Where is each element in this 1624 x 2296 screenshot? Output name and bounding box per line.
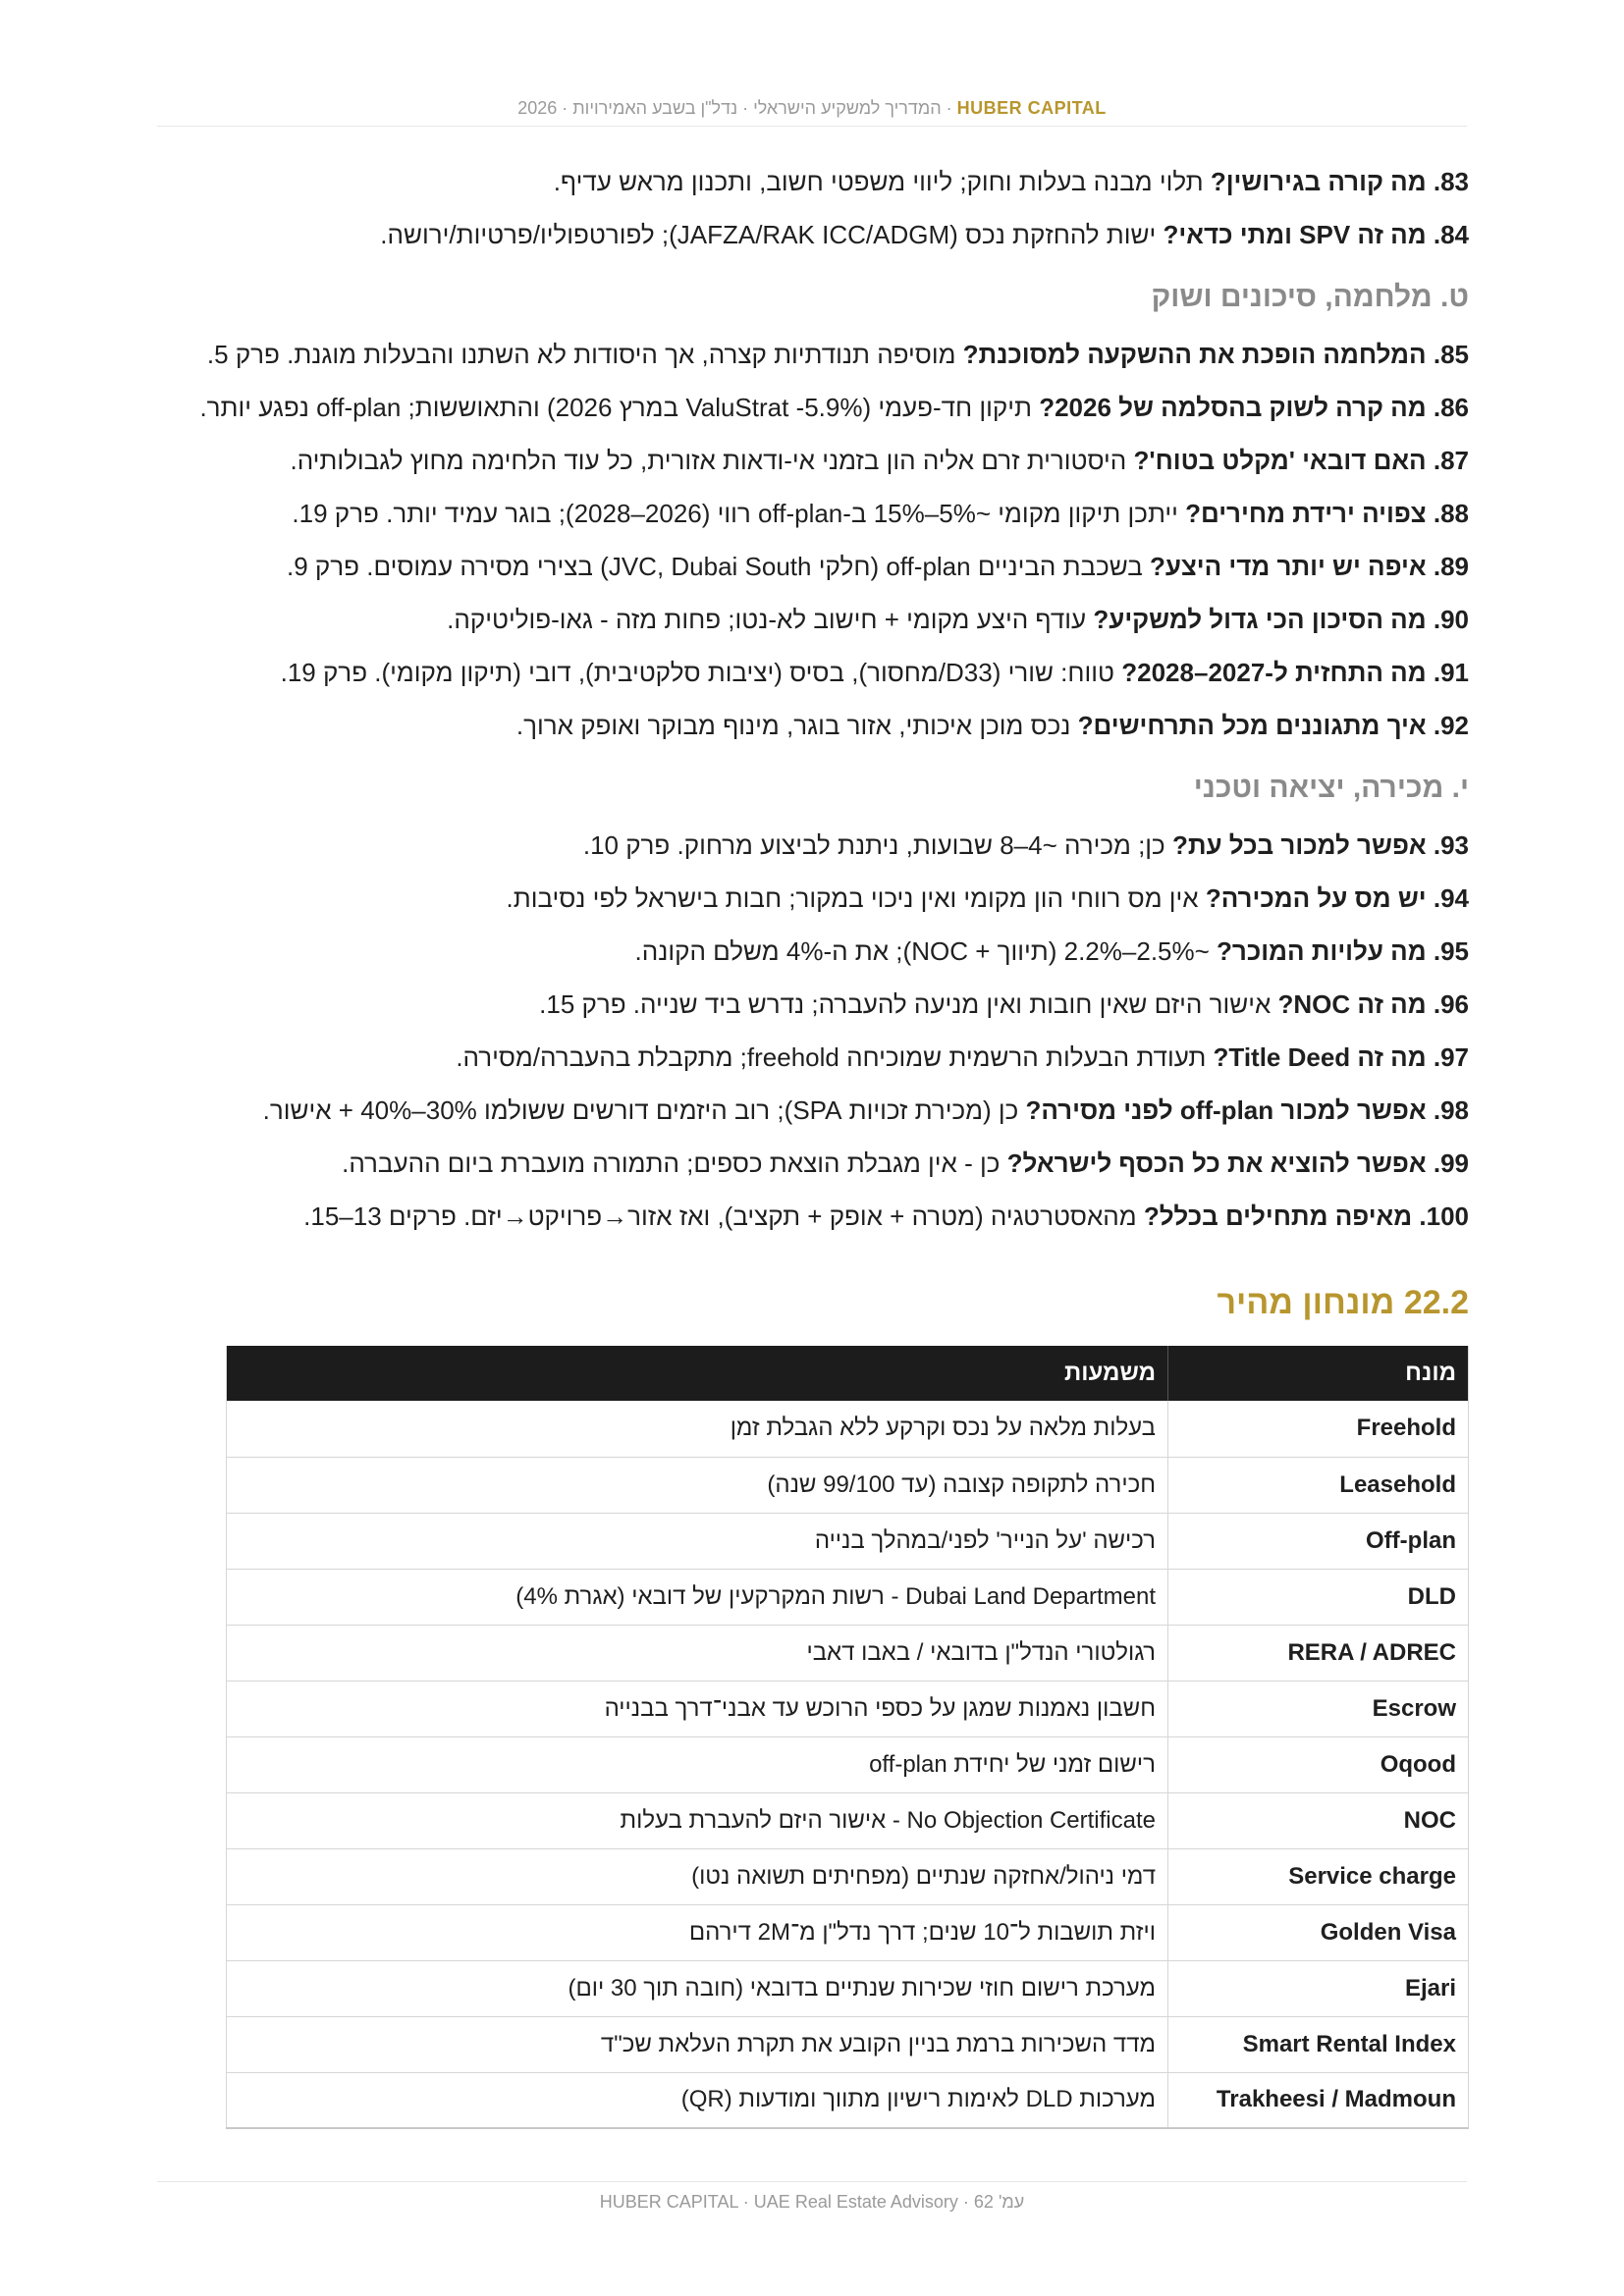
qa-answer: אין מס רווחי הון מקומי ואין ניכוי במקור; חבות בישראל לפי נסיבות. xyxy=(506,883,1206,913)
qa-answer: היסטורית זרם אליה הון בזמני אי-ודאות אזורית, כל עוד הלחימה מחוץ לגבולותיה. xyxy=(290,446,1134,475)
qa-question: 98. אפשר למכור off-plan לפני מסירה? xyxy=(1025,1095,1469,1125)
qa-question: 92. איך מתגוננים מכל התרחישים? xyxy=(1077,711,1469,740)
qa-answer: טווח: שורי (D33/מחסור), בסיס (יציבות סלקטיבית), דובי (תיקון מקומי). פרק 19. xyxy=(280,658,1122,687)
meaning-cell: No Objection Certificate - אישור היזם להעברת בעלות xyxy=(227,1792,1168,1848)
qa-question: 89. איפה יש יותר מדי היצע? xyxy=(1149,552,1469,581)
qa-answer: ישות להחזקת נכס (JAFZA/RAK ICC/ADGM); לפורטפוליו/פרטיות/ירושה. xyxy=(380,220,1164,249)
table-row xyxy=(227,2072,1469,2128)
meaning-cell: דמי ניהול/אחזקה שנתיים (מפחיתים תשואה נטו) xyxy=(227,1848,1168,1904)
qa-question: 93. אפשר למכור בכל עת? xyxy=(1171,830,1469,860)
glossary-heading: 22.2 מונחון מהיר xyxy=(1217,1284,1469,1321)
term-cell: Ejari xyxy=(1168,1960,1469,2016)
table-row xyxy=(227,1792,1469,1848)
table-row xyxy=(227,1904,1469,1960)
qa-answer: ~2.5%–2.2% (תיווך + NOC); את ה-4% משלם הקונה. xyxy=(634,936,1218,966)
qa-item xyxy=(196,338,1469,371)
qa-item xyxy=(196,988,1469,1021)
term-cell: Golden Visa xyxy=(1168,1904,1469,1960)
qa-item xyxy=(196,881,1469,915)
table-row xyxy=(227,1736,1469,1792)
table-row xyxy=(227,1569,1469,1625)
meaning-cell: Dubai Land Department - רשות המקרקעין של דובאי (אגרת 4%) xyxy=(227,1569,1168,1625)
term-cell: Freehold xyxy=(1168,1401,1469,1457)
qa-question: 90. מה הסיכון הכי גדול למשקיע? xyxy=(1093,605,1469,634)
qa-item xyxy=(196,1094,1469,1127)
term-cell: RERA / ADREC xyxy=(1168,1625,1469,1681)
qa-item xyxy=(196,934,1469,968)
qa-answer: כן (מכירת זכויות SPA); רוב היזמים דורשים ששולמו 30%–40% + אישור. xyxy=(262,1095,1026,1125)
table-row xyxy=(227,1960,1469,2016)
column-header-term: מונח xyxy=(1168,1346,1469,1401)
qa-question: 87. האם דובאי 'מקלט בטוח'? xyxy=(1133,446,1469,475)
footer-separator: · xyxy=(957,2192,974,2212)
qa-item xyxy=(196,1041,1469,1074)
term-cell: DLD xyxy=(1168,1569,1469,1625)
header-title: המדריך למשקיע הישראלי · נדל"ן בשבע האמירויות · 2026 xyxy=(517,98,942,118)
qa-answer: מהאסטרטגיה (מטרה + אופק + תקציב), ואז אזור→פרויקט→יזם. פרקים 13–15. xyxy=(303,1201,1144,1231)
qa-question: 91. מה התחזית ל-2027–2028? xyxy=(1121,658,1469,687)
term-cell: Escrow xyxy=(1168,1681,1469,1736)
qa-item xyxy=(196,656,1469,689)
qa-item xyxy=(196,444,1469,477)
qa-answer: כן; מכירה ~4–8 שבועות, ניתנת לביצוע מרחוק. פרק 10. xyxy=(582,830,1172,860)
meaning-cell: בעלות מלאה על נכס וקרקע ללא הגבלת זמן xyxy=(227,1401,1168,1457)
table-header-row xyxy=(227,1346,1469,1401)
qa-item xyxy=(196,550,1469,583)
table-row xyxy=(227,1625,1469,1681)
meaning-cell: רגולטורי הנדל"ן בדובאי / באבו דאבי xyxy=(227,1625,1168,1681)
table-row xyxy=(227,2016,1469,2072)
header-separator: · xyxy=(941,98,957,118)
footer-brand: HUBER CAPITAL · UAE Real Estate Advisory xyxy=(599,2192,958,2212)
table-row xyxy=(227,1513,1469,1569)
qa-item xyxy=(196,828,1469,862)
term-cell: Service charge xyxy=(1168,1848,1469,1904)
qa-answer: תיקון חד-פעמי (ValuStrat -5.9% במרץ 2026) והתאוששות; off-plan נפגע יותר. xyxy=(199,393,1040,422)
page-content xyxy=(196,165,1469,2129)
qa-question: 83. מה קורה בגירושין? xyxy=(1210,167,1469,196)
term-cell: NOC xyxy=(1168,1792,1469,1848)
qa-answer: עודף היצע מקומי + חישוב לא-נטו; פחות מזה - גאו-פוליטיקה. xyxy=(447,605,1094,634)
qa-question: 97. מה זה Title Deed? xyxy=(1213,1042,1469,1072)
qa-question: 86. מה קרה לשוק בהסלמה של 2026? xyxy=(1039,393,1469,422)
qa-answer: כן - אין מגבלת הוצאת כספים; התמורה מועברת ביום ההעברה. xyxy=(342,1148,1007,1178)
term-cell: Off-plan xyxy=(1168,1513,1469,1569)
qa-question: 94. יש מס על המכירה? xyxy=(1205,883,1469,913)
column-header-meaning: משמעות xyxy=(227,1346,1168,1401)
qa-answer: ייתכן תיקון מקומי ~5%–15% ב-off-plan רווי (2026–2028); בוגר עמיד יותר. פרק 19. xyxy=(292,499,1186,528)
qa-item xyxy=(196,497,1469,530)
qa-item xyxy=(196,218,1469,251)
qa-item xyxy=(196,1200,1469,1233)
qa-question: 88. צפויה ירידת מחירים? xyxy=(1185,499,1469,528)
table-row xyxy=(227,1681,1469,1736)
qa-answer: תעודת הבעלות הרשמית שמוכיחה freehold; מתקבלת בהעברה/מסירה. xyxy=(456,1042,1214,1072)
header-brand: HUBER CAPITAL xyxy=(956,98,1107,118)
meaning-cell: חשבון נאמנות שמגן על כספי הרוכש עד אבני־דרך בבנייה xyxy=(227,1681,1168,1736)
meaning-cell: רכישה 'על הנייר' לפני/במהלך בנייה xyxy=(227,1513,1168,1569)
qa-answer: תלוי מבנה בעלות וחוק; ליווי משפטי חשוב, ותכנון מראש עדיף. xyxy=(553,167,1211,196)
qa-question: 95. מה עלויות המוכר? xyxy=(1217,936,1469,966)
table-row xyxy=(227,1401,1469,1457)
running-header xyxy=(157,98,1467,127)
meaning-cell: חכירה לתקופה קצובה (עד 99/100 שנה) xyxy=(227,1457,1168,1513)
qa-item xyxy=(196,165,1469,198)
qa-item xyxy=(196,603,1469,636)
section-heading-war-risks: ט. מלחמה, סיכונים ושוק xyxy=(1151,281,1469,313)
meaning-cell: מדד השכירות ברמת בניין הקובע את תקרת העלאת שכ"ד xyxy=(227,2016,1168,2072)
meaning-cell: מערכות DLD לאימות רישיון מתווך ומודעות (QR) xyxy=(227,2072,1168,2128)
meaning-cell: מערכת רישום חוזי שכירות שנתיים בדובאי (חובה תוך 30 יום) xyxy=(227,1960,1168,2016)
qa-answer: נכס מוכן איכותי, אזור בוגר, מינוף מבוקר ואופק ארוך. xyxy=(515,711,1078,740)
table-row xyxy=(227,1457,1469,1513)
section-heading-sale-exit: י. מכירה, יציאה וטכני xyxy=(1193,772,1469,804)
table-row xyxy=(227,1848,1469,1904)
qa-question: 96. מה זה NOC? xyxy=(1277,989,1469,1019)
meaning-cell: ויזת תושבות ל־10 שנים; דרך נדל"ן מ־2M דירהם xyxy=(227,1904,1168,1960)
qa-item xyxy=(196,1147,1469,1180)
glossary-table xyxy=(226,1346,1469,2129)
qa-answer: אישור היזם שאין חובות ואין מניעה להעברה; נדרש ביד שנייה. פרק 15. xyxy=(539,989,1278,1019)
term-cell: Smart Rental Index xyxy=(1168,2016,1469,2072)
qa-question: 85. המלחמה הופכת את ההשקעה למסוכנת? xyxy=(962,340,1469,369)
meaning-cell: רישום זמני של יחידת off-plan xyxy=(227,1736,1168,1792)
qa-answer: מוסיפה תנודתיות קצרה, אך היסודות לא השתנו והבעלות מוגנת. פרק 5. xyxy=(206,340,963,369)
qa-item xyxy=(196,709,1469,742)
term-cell: Trakheesi / Madmoun xyxy=(1168,2072,1469,2128)
page-number: עמ' 62 xyxy=(973,2192,1025,2212)
term-cell: Oqood xyxy=(1168,1736,1469,1792)
qa-answer: בשכבת הביניים off-plan (חלקי JVC, Dubai South) בצירי מסירה עמוסים. פרק 9. xyxy=(287,552,1150,581)
qa-question: 84. מה זה SPV ומתי כדאי? xyxy=(1163,220,1469,249)
qa-question: 100. מאיפה מתחילים בכלל? xyxy=(1143,1201,1469,1231)
page-footer xyxy=(157,2181,1467,2213)
qa-question: 99. אפשר להוציא את כל הכסף לישראל? xyxy=(1006,1148,1469,1178)
term-cell: Leasehold xyxy=(1168,1457,1469,1513)
qa-item xyxy=(196,391,1469,424)
